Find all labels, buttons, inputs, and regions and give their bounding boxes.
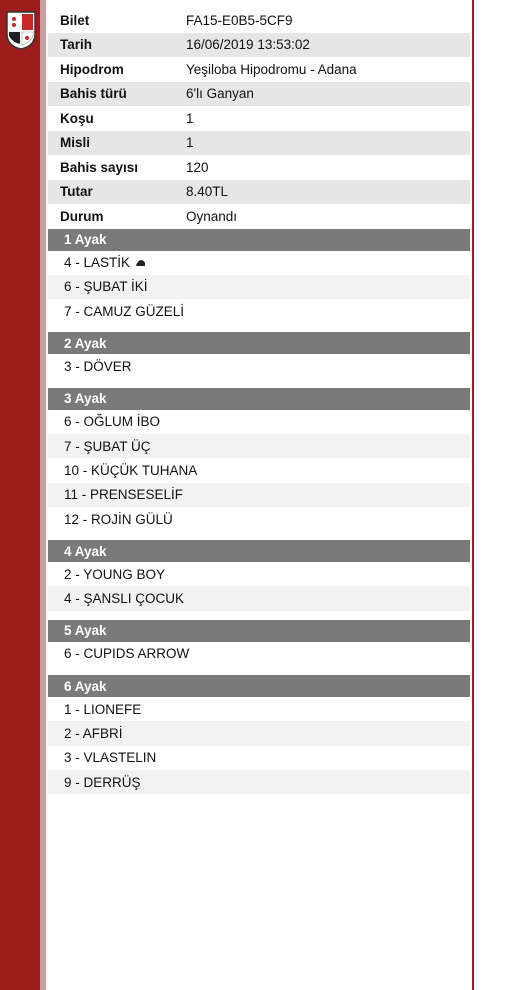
horse-row (48, 586, 470, 610)
horse-name: 2 - AFBRİ (64, 726, 123, 741)
horse-name: 11 - PRENSESELİF (64, 487, 184, 503)
horse-row (48, 354, 470, 378)
info-value: Oynandı (186, 208, 238, 224)
horse-name: 9 - DERRÜŞ (64, 774, 141, 790)
leg-spacer (48, 794, 470, 803)
info-label: Hipodrom (60, 61, 124, 77)
horse-row (48, 507, 470, 531)
leg-header: 3 Ayak (48, 388, 470, 410)
horse-row (48, 746, 470, 770)
info-row (48, 82, 470, 107)
horse-name: 3 - VLASTELIN (64, 750, 157, 766)
horse-name: 6 - CUPIDS ARROW (64, 646, 190, 662)
horse-row (48, 770, 470, 794)
horse-row (48, 434, 470, 458)
info-row (48, 33, 470, 58)
info-row (48, 8, 470, 33)
info-row (48, 204, 470, 229)
horse-marker-icon (136, 260, 145, 266)
left-sidebar-bar (0, 0, 40, 990)
info-value: Yeşiloba Hipodromu - Adana (186, 61, 357, 77)
horse-row (48, 721, 470, 745)
horse-row (48, 251, 470, 275)
horse-name: 4 - LASTİK (64, 255, 131, 271)
info-value: 16/06/2019 13:53:02 (186, 37, 310, 53)
horse-row (48, 458, 470, 482)
info-row (48, 131, 470, 156)
info-value: 8.40TL (186, 184, 229, 200)
leg-spacer (48, 666, 470, 675)
info-label: Durum (60, 208, 104, 224)
right-border-line (472, 0, 474, 990)
horse-name: 10 - KÜÇÜK TUHANA (64, 462, 198, 478)
horse-name: 1 - LIONEFE (64, 701, 142, 717)
leg-header: 1 Ayak (48, 229, 470, 251)
info-value: 120 (186, 159, 209, 175)
info-label: Bilet (60, 12, 90, 28)
horse-row (48, 410, 470, 434)
horse-row (48, 275, 470, 299)
horse-name: 4 - ŞANSLI ÇOCUK (64, 591, 185, 607)
leg-header: 5 Ayak (48, 620, 470, 642)
leg-header: 4 Ayak (48, 540, 470, 562)
info-row (48, 57, 470, 82)
info-value: 1 (186, 135, 194, 151)
leg-spacer (48, 323, 470, 332)
sidebar-edge (40, 0, 46, 990)
leg-header: 6 Ayak (48, 675, 470, 697)
info-label: Tutar (60, 184, 93, 200)
info-label: Koşu (60, 110, 94, 126)
horse-name: 12 - ROJİN GÜLÜ (64, 511, 173, 527)
horse-name: 7 - CAMUZ GÜZELİ (64, 303, 185, 319)
horse-name: 7 - ŞUBAT ÜÇ (64, 438, 151, 454)
club-logo-icon (5, 10, 37, 50)
horse-name: 6 - ŞUBAT İKİ (64, 279, 148, 295)
horse-name: 2 - YOUNG BOY (64, 566, 166, 582)
leg-spacer (48, 379, 470, 388)
horse-row (48, 483, 470, 507)
leg-spacer (48, 611, 470, 620)
horse-row (48, 697, 470, 721)
info-value: 1 (186, 110, 194, 126)
leg-header: 2 Ayak (48, 332, 470, 354)
info-row (48, 180, 470, 205)
leg-spacer (48, 531, 470, 540)
info-value: FA15-E0B5-5CF9 (186, 12, 293, 28)
info-row (48, 155, 470, 180)
info-row (48, 106, 470, 131)
horse-name: 3 - DÖVER (64, 359, 132, 375)
info-label: Bahis sayısı (60, 159, 139, 175)
horse-row (48, 299, 470, 323)
ticket-details (48, 8, 470, 803)
info-value: 6'lı Ganyan (186, 86, 254, 102)
horse-row (48, 562, 470, 586)
horse-name: 6 - OĞLUM İBO (64, 414, 161, 430)
horse-row (48, 642, 470, 666)
info-label: Tarih (60, 37, 93, 53)
info-label: Bahis türü (60, 86, 127, 102)
info-label: Misli (60, 135, 91, 151)
